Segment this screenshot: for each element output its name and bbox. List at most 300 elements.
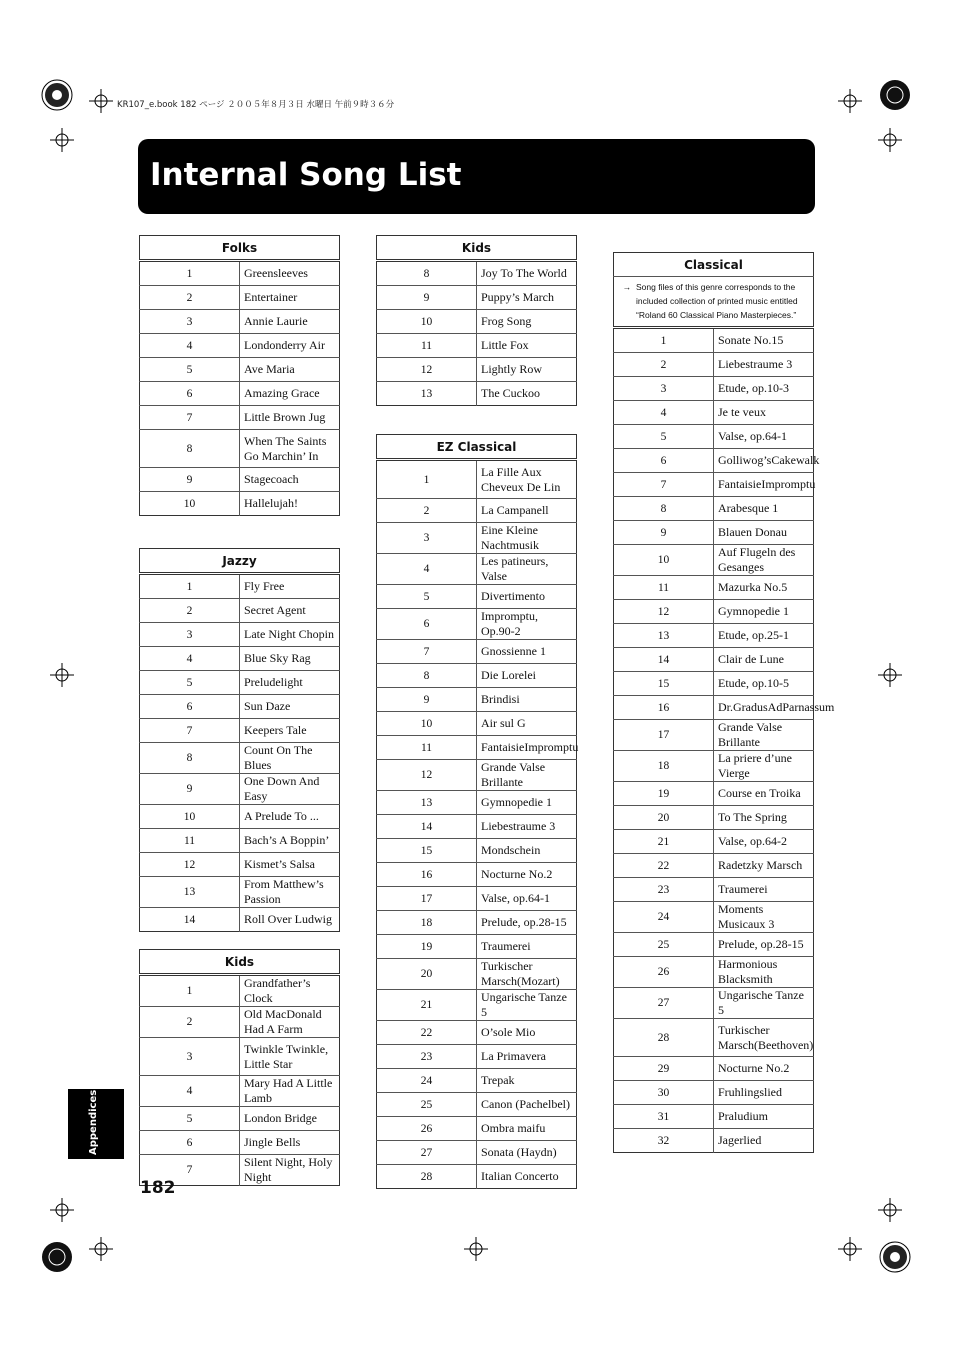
table-body bbox=[377, 261, 577, 406]
song-title: Fly Free bbox=[240, 574, 340, 599]
table-row bbox=[377, 523, 577, 554]
song-number: 18 bbox=[377, 911, 477, 935]
table-row bbox=[140, 695, 340, 719]
song-number: 30 bbox=[614, 1081, 714, 1105]
song-number: 7 bbox=[377, 640, 477, 664]
table-row bbox=[140, 743, 340, 774]
song-number: 12 bbox=[614, 600, 714, 624]
song-title: Gymnopedie 1 bbox=[477, 791, 577, 815]
song-title: Gymnopedie 1 bbox=[714, 600, 814, 624]
song-title: Moments Musicaux 3 bbox=[714, 902, 814, 933]
song-title: Fruhlingslied bbox=[714, 1081, 814, 1105]
song-title: Silent Night, Holy Night bbox=[240, 1155, 340, 1186]
table-row bbox=[614, 720, 814, 751]
song-number: 10 bbox=[377, 712, 477, 736]
table-row bbox=[614, 425, 814, 449]
song-title: Entertainer bbox=[240, 286, 340, 310]
table-row bbox=[614, 957, 814, 988]
table-row bbox=[614, 377, 814, 401]
song-title: Brindisi bbox=[477, 688, 577, 712]
song-title: London Bridge bbox=[240, 1107, 340, 1131]
table-row bbox=[140, 382, 340, 406]
table-row bbox=[140, 430, 340, 468]
crosshair-mark-icon bbox=[50, 128, 74, 152]
song-title: Auf Flugeln des Gesanges bbox=[714, 545, 814, 576]
table-body bbox=[140, 261, 340, 516]
song-number: 10 bbox=[140, 492, 240, 516]
song-number: 5 bbox=[140, 671, 240, 695]
song-number: 1 bbox=[614, 328, 714, 353]
table-row bbox=[614, 600, 814, 624]
song-number: 13 bbox=[377, 791, 477, 815]
song-title: Je te veux bbox=[714, 401, 814, 425]
song-title: Ave Maria bbox=[240, 358, 340, 382]
table-row bbox=[614, 497, 814, 521]
title-bar bbox=[138, 139, 815, 214]
table-heading: Classical bbox=[614, 253, 814, 277]
song-title: Mazurka No.5 bbox=[714, 576, 814, 600]
table-row bbox=[377, 911, 577, 935]
song-number: 2 bbox=[140, 286, 240, 310]
song-number: 2 bbox=[614, 353, 714, 377]
table-body bbox=[377, 460, 577, 1189]
song-title: Prelude, op.28-15 bbox=[714, 933, 814, 957]
song-title: Grandfather’s Clock bbox=[240, 975, 340, 1007]
song-number: 1 bbox=[377, 460, 477, 499]
table-row bbox=[377, 640, 577, 664]
song-title: Frog Song bbox=[477, 310, 577, 334]
table-row bbox=[377, 554, 577, 585]
song-number: 15 bbox=[614, 672, 714, 696]
table-row bbox=[614, 696, 814, 720]
song-title: Blauen Donau bbox=[714, 521, 814, 545]
table-row bbox=[140, 853, 340, 877]
song-number: 16 bbox=[377, 863, 477, 887]
song-title: Stagecoach bbox=[240, 468, 340, 492]
table-row bbox=[377, 959, 577, 990]
table-row bbox=[614, 751, 814, 782]
table-row bbox=[377, 863, 577, 887]
table-row bbox=[140, 671, 340, 695]
song-title: Puppy’s March bbox=[477, 286, 577, 310]
table-row bbox=[140, 623, 340, 647]
table-body bbox=[140, 574, 340, 932]
song-number: 19 bbox=[377, 935, 477, 959]
song-number: 29 bbox=[614, 1057, 714, 1081]
table-row bbox=[140, 975, 340, 1007]
table-row bbox=[614, 933, 814, 957]
song-title: Etude, op.10-3 bbox=[714, 377, 814, 401]
table-row bbox=[377, 935, 577, 959]
song-title: Sonate No.15 bbox=[714, 328, 814, 353]
song-number: 20 bbox=[614, 806, 714, 830]
crosshair-mark-icon bbox=[838, 1237, 862, 1261]
song-number: 24 bbox=[614, 902, 714, 933]
table-row bbox=[614, 878, 814, 902]
table-row bbox=[377, 609, 577, 640]
song-title: Annie Laurie bbox=[240, 310, 340, 334]
table-row bbox=[377, 736, 577, 760]
table-row bbox=[614, 545, 814, 576]
song-number: 1 bbox=[140, 261, 240, 286]
song-number: 17 bbox=[614, 720, 714, 751]
song-title: Sonata (Haydn) bbox=[477, 1141, 577, 1165]
song-number: 2 bbox=[140, 1007, 240, 1038]
song-title: Ombra maifu bbox=[477, 1117, 577, 1141]
song-number: 19 bbox=[614, 782, 714, 806]
song-title: Divertimento bbox=[477, 585, 577, 609]
table-row bbox=[140, 492, 340, 516]
song-title: Roll Over Ludwig bbox=[240, 908, 340, 932]
table-row bbox=[140, 334, 340, 358]
song-number: 3 bbox=[140, 1038, 240, 1076]
song-title: One Down And Easy bbox=[240, 774, 340, 805]
song-number: 9 bbox=[377, 286, 477, 310]
song-title: Turkischer Marsch(Beethoven) bbox=[714, 1019, 814, 1057]
song-title: Etude, op.10-5 bbox=[714, 672, 814, 696]
table-row bbox=[140, 1038, 340, 1076]
song-title: Die Lorelei bbox=[477, 664, 577, 688]
table-body bbox=[140, 975, 340, 1186]
table-row bbox=[377, 1069, 577, 1093]
song-number: 22 bbox=[614, 854, 714, 878]
song-title: Ungarische Tanze 5 bbox=[477, 990, 577, 1021]
song-title: Little Brown Jug bbox=[240, 406, 340, 430]
table-heading: Jazzy bbox=[140, 549, 340, 574]
table-row bbox=[614, 1057, 814, 1081]
song-number: 7 bbox=[140, 719, 240, 743]
table-row bbox=[614, 648, 814, 672]
song-title: Secret Agent bbox=[240, 599, 340, 623]
crosshair-mark-icon bbox=[464, 1237, 488, 1261]
song-title: Count On The Blues bbox=[240, 743, 340, 774]
song-title: Late Night Chopin bbox=[240, 623, 340, 647]
song-title: Mondschein bbox=[477, 839, 577, 863]
song-number: 3 bbox=[377, 523, 477, 554]
song-title: Hallelujah! bbox=[240, 492, 340, 516]
song-number: 13 bbox=[377, 382, 477, 406]
song-number: 5 bbox=[377, 585, 477, 609]
table-row bbox=[377, 358, 577, 382]
genre-note bbox=[614, 277, 814, 328]
song-number: 9 bbox=[377, 688, 477, 712]
table-row bbox=[140, 1131, 340, 1155]
song-number: 5 bbox=[140, 358, 240, 382]
song-title: Twinkle Twinkle, Little Star bbox=[240, 1038, 340, 1076]
table-row bbox=[377, 334, 577, 358]
song-title: Grande Valse Brillante bbox=[477, 760, 577, 791]
song-title: Harmonious Blacksmith bbox=[714, 957, 814, 988]
song-number: 11 bbox=[140, 829, 240, 853]
table-row bbox=[614, 576, 814, 600]
table-row bbox=[140, 574, 340, 599]
song-number: 10 bbox=[140, 805, 240, 829]
song-number: 24 bbox=[377, 1069, 477, 1093]
table-row bbox=[377, 815, 577, 839]
crosshair-mark-icon bbox=[89, 1237, 113, 1261]
table-heading: Kids bbox=[377, 236, 577, 261]
song-title: Liebestraume 3 bbox=[477, 815, 577, 839]
table-row bbox=[377, 1165, 577, 1189]
song-number: 14 bbox=[140, 908, 240, 932]
song-table-jazzy bbox=[139, 548, 340, 932]
song-number: 3 bbox=[614, 377, 714, 401]
song-number: 21 bbox=[614, 830, 714, 854]
registration-mark-icon bbox=[40, 1240, 74, 1274]
table-row bbox=[377, 712, 577, 736]
song-number: 3 bbox=[140, 310, 240, 334]
song-table-kids-2 bbox=[376, 235, 577, 406]
song-number: 6 bbox=[140, 382, 240, 406]
song-number: 2 bbox=[377, 499, 477, 523]
song-title: FantaisieImpromptu bbox=[477, 736, 577, 760]
song-number: 28 bbox=[614, 1019, 714, 1057]
song-title: Lightly Row bbox=[477, 358, 577, 382]
song-table-ez-classical bbox=[376, 434, 577, 1189]
song-title: The Cuckoo bbox=[477, 382, 577, 406]
song-title: Etude, op.25-1 bbox=[714, 624, 814, 648]
table-row bbox=[140, 358, 340, 382]
song-title: Praludium bbox=[714, 1105, 814, 1129]
table-row bbox=[614, 473, 814, 497]
song-number: 27 bbox=[614, 988, 714, 1019]
song-number: 23 bbox=[614, 878, 714, 902]
song-title: Valse, op.64-1 bbox=[477, 887, 577, 911]
table-row bbox=[377, 688, 577, 712]
table-row bbox=[614, 401, 814, 425]
song-number: 5 bbox=[140, 1107, 240, 1131]
song-title: Les patineurs, Valse bbox=[477, 554, 577, 585]
song-number: 22 bbox=[377, 1021, 477, 1045]
song-title: Impromptu, Op.90-2 bbox=[477, 609, 577, 640]
song-number: 25 bbox=[377, 1093, 477, 1117]
song-title: Jingle Bells bbox=[240, 1131, 340, 1155]
song-title: Ungarische Tanze 5 bbox=[714, 988, 814, 1019]
song-number: 9 bbox=[140, 774, 240, 805]
table-row bbox=[614, 1129, 814, 1153]
table-row bbox=[377, 990, 577, 1021]
song-title: La priere d’une Vierge bbox=[714, 751, 814, 782]
song-number: 7 bbox=[140, 406, 240, 430]
table-heading: Kids bbox=[140, 950, 340, 975]
song-number: 12 bbox=[140, 853, 240, 877]
song-number: 26 bbox=[377, 1117, 477, 1141]
song-number: 13 bbox=[614, 624, 714, 648]
song-number: 8 bbox=[140, 430, 240, 468]
song-title: Sun Daze bbox=[240, 695, 340, 719]
song-title: Radetzky Marsch bbox=[714, 854, 814, 878]
table-row bbox=[377, 1093, 577, 1117]
song-number: 15 bbox=[377, 839, 477, 863]
song-title: Canon (Pachelbel) bbox=[477, 1093, 577, 1117]
song-title: Nocturne No.2 bbox=[477, 863, 577, 887]
page-title: Internal Song List bbox=[150, 157, 462, 193]
song-number: 14 bbox=[377, 815, 477, 839]
section-side-tab bbox=[68, 1089, 124, 1159]
table-row bbox=[140, 599, 340, 623]
table-row bbox=[140, 286, 340, 310]
song-title: Eine Kleine Nachtmusik bbox=[477, 523, 577, 554]
song-number: 26 bbox=[614, 957, 714, 988]
crosshair-mark-icon bbox=[89, 89, 113, 113]
table-row bbox=[614, 328, 814, 353]
table-row bbox=[140, 774, 340, 805]
song-title: Nocturne No.2 bbox=[714, 1057, 814, 1081]
song-number: 6 bbox=[614, 449, 714, 473]
song-title: Joy To The World bbox=[477, 261, 577, 286]
song-number: 8 bbox=[140, 743, 240, 774]
table-row bbox=[140, 406, 340, 430]
song-table-folks bbox=[139, 235, 340, 516]
table-row bbox=[140, 719, 340, 743]
song-number: 17 bbox=[377, 887, 477, 911]
song-title: Londonderry Air bbox=[240, 334, 340, 358]
song-table-kids-1 bbox=[139, 949, 340, 1186]
song-number: 23 bbox=[377, 1045, 477, 1069]
table-heading: Folks bbox=[140, 236, 340, 261]
table-row bbox=[614, 854, 814, 878]
table-row bbox=[377, 760, 577, 791]
table-row bbox=[614, 830, 814, 854]
song-title: Prelude, op.28-15 bbox=[477, 911, 577, 935]
table-row bbox=[140, 805, 340, 829]
song-number: 2 bbox=[140, 599, 240, 623]
table-row bbox=[614, 1081, 814, 1105]
song-title: Greensleeves bbox=[240, 261, 340, 286]
song-number: 13 bbox=[140, 877, 240, 908]
song-number: 11 bbox=[377, 736, 477, 760]
song-number: 4 bbox=[140, 1076, 240, 1107]
song-number: 1 bbox=[140, 574, 240, 599]
arrow-right-icon: → bbox=[622, 282, 632, 292]
page-number: 182 bbox=[140, 1178, 176, 1198]
song-number: 10 bbox=[614, 545, 714, 576]
table-row bbox=[377, 382, 577, 406]
table-row bbox=[140, 877, 340, 908]
table-row bbox=[140, 829, 340, 853]
song-number: 14 bbox=[614, 648, 714, 672]
song-number: 18 bbox=[614, 751, 714, 782]
song-title: La Primavera bbox=[477, 1045, 577, 1069]
song-number: 8 bbox=[377, 261, 477, 286]
song-number: 9 bbox=[614, 521, 714, 545]
song-title: To The Spring bbox=[714, 806, 814, 830]
song-number: 3 bbox=[140, 623, 240, 647]
table-row bbox=[377, 286, 577, 310]
song-number: 11 bbox=[614, 576, 714, 600]
song-number: 32 bbox=[614, 1129, 714, 1153]
table-row bbox=[377, 839, 577, 863]
song-number: 6 bbox=[377, 609, 477, 640]
song-title: Grande Valse Brillante bbox=[714, 720, 814, 751]
song-number: 25 bbox=[614, 933, 714, 957]
table-row bbox=[140, 908, 340, 932]
song-title: O’sole Mio bbox=[477, 1021, 577, 1045]
song-number: 10 bbox=[377, 310, 477, 334]
table-row bbox=[614, 1019, 814, 1057]
registration-mark-icon bbox=[878, 1240, 912, 1274]
song-title: Old MacDonald Had A Farm bbox=[240, 1007, 340, 1038]
table-row bbox=[377, 791, 577, 815]
song-number: 7 bbox=[614, 473, 714, 497]
song-title: Arabesque 1 bbox=[714, 497, 814, 521]
table-row bbox=[140, 1107, 340, 1131]
table-row bbox=[614, 672, 814, 696]
song-title: When The Saints Go Marchin’ In bbox=[240, 430, 340, 468]
registration-mark-icon bbox=[878, 78, 912, 112]
song-title: Gnossienne 1 bbox=[477, 640, 577, 664]
song-number: 1 bbox=[140, 975, 240, 1007]
song-number: 12 bbox=[377, 760, 477, 791]
table-row bbox=[377, 1021, 577, 1045]
song-title: Amazing Grace bbox=[240, 382, 340, 406]
song-table-classical bbox=[613, 252, 835, 1153]
song-title: Jagerlied bbox=[714, 1129, 814, 1153]
song-number: 28 bbox=[377, 1165, 477, 1189]
table-body bbox=[614, 328, 835, 1153]
song-title: Valse, op.64-2 bbox=[714, 830, 814, 854]
song-number: 4 bbox=[140, 334, 240, 358]
song-title: Valse, op.64-1 bbox=[714, 425, 814, 449]
song-title: Italian Concerto bbox=[477, 1165, 577, 1189]
song-title: Blue Sky Rag bbox=[240, 647, 340, 671]
song-title: La Campanell bbox=[477, 499, 577, 523]
table-row bbox=[140, 468, 340, 492]
song-number: 6 bbox=[140, 695, 240, 719]
song-number: 6 bbox=[140, 1131, 240, 1155]
crosshair-mark-icon bbox=[838, 89, 862, 113]
section-side-tab-label: Appendices bbox=[88, 1089, 99, 1155]
song-title: Keepers Tale bbox=[240, 719, 340, 743]
song-number: 4 bbox=[140, 647, 240, 671]
crosshair-mark-icon bbox=[878, 128, 902, 152]
table-row bbox=[614, 449, 814, 473]
table-row bbox=[140, 261, 340, 286]
song-title: Preludelight bbox=[240, 671, 340, 695]
table-row bbox=[377, 664, 577, 688]
song-title: Turkischer Marsch(Mozart) bbox=[477, 959, 577, 990]
table-row bbox=[614, 353, 814, 377]
song-title: FantaisieImpromptu bbox=[714, 473, 814, 497]
genre-note-text: Song files of this genre corresponds to the included collection of printed music entitled “Roland 60 Classical Piano Masterpieces.” bbox=[636, 282, 798, 320]
song-number: 12 bbox=[377, 358, 477, 382]
song-number: 9 bbox=[140, 468, 240, 492]
song-number: 5 bbox=[614, 425, 714, 449]
song-title: A Prelude To ... bbox=[240, 805, 340, 829]
song-title: Course en Troika bbox=[714, 782, 814, 806]
song-number: 4 bbox=[614, 401, 714, 425]
song-title: Golliwog’sCakewalk bbox=[714, 449, 814, 473]
table-heading: EZ Classical bbox=[377, 435, 577, 460]
crosshair-mark-icon bbox=[50, 1198, 74, 1222]
song-title: Clair de Lune bbox=[714, 648, 814, 672]
registration-mark-icon bbox=[40, 78, 74, 112]
table-row bbox=[614, 806, 814, 830]
song-number: 21 bbox=[377, 990, 477, 1021]
song-number: 31 bbox=[614, 1105, 714, 1129]
song-title: Liebestraume 3 bbox=[714, 353, 814, 377]
table-row bbox=[377, 585, 577, 609]
table-row bbox=[614, 1105, 814, 1129]
table-row bbox=[614, 902, 814, 933]
crosshair-mark-icon bbox=[878, 1198, 902, 1222]
print-header-meta: KR107_e.book 182 ページ ２００５年８月３日 水曜日 午前９時３６分 bbox=[117, 100, 395, 110]
song-title: Traumerei bbox=[714, 878, 814, 902]
song-title: Trepak bbox=[477, 1069, 577, 1093]
song-number: 20 bbox=[377, 959, 477, 990]
crosshair-mark-icon bbox=[50, 663, 74, 687]
song-title: Little Fox bbox=[477, 334, 577, 358]
